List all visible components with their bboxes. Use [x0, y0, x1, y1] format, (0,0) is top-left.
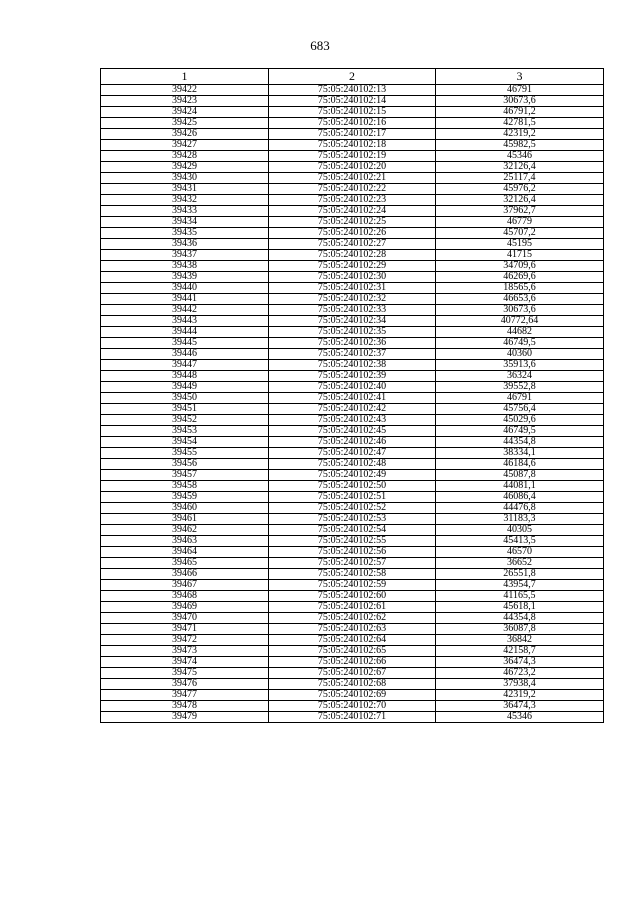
value-cell: 31183,3: [436, 514, 604, 525]
row-number-cell: 39462: [101, 525, 269, 536]
value-cell: 41165,5: [436, 591, 604, 602]
row-number-cell: 39461: [101, 514, 269, 525]
table-row: [101, 613, 604, 624]
value-cell: 36842: [436, 635, 604, 646]
column-header-3: 3: [436, 69, 604, 85]
value-cell: 44354,8: [436, 613, 604, 624]
value-cell: 45756,4: [436, 404, 604, 415]
row-number-cell: 39432: [101, 195, 269, 206]
row-number-cell: 39475: [101, 668, 269, 679]
data-table: [100, 68, 604, 723]
cadastral-number-cell: 75:05:240102:51: [269, 492, 436, 503]
value-cell: 44682: [436, 327, 604, 338]
row-number-cell: 39435: [101, 228, 269, 239]
table-row: [101, 470, 604, 481]
cadastral-number-cell: 75:05:240102:32: [269, 294, 436, 305]
value-cell: 45087,8: [436, 470, 604, 481]
cadastral-number-cell: 75:05:240102:43: [269, 415, 436, 426]
row-number-cell: 39445: [101, 338, 269, 349]
table-header: [101, 69, 604, 85]
page-number: 683: [310, 38, 330, 53]
table-row: [101, 525, 604, 536]
row-number-cell: 39460: [101, 503, 269, 514]
row-number-cell: 39453: [101, 426, 269, 437]
cadastral-number-cell: 75:05:240102:42: [269, 404, 436, 415]
table-row: [101, 459, 604, 470]
table-row: [101, 668, 604, 679]
value-cell: 43954,7: [436, 580, 604, 591]
cadastral-number-cell: 75:05:240102:47: [269, 448, 436, 459]
value-cell: 40772,64: [436, 316, 604, 327]
cadastral-number-cell: 75:05:240102:38: [269, 360, 436, 371]
cadastral-number-cell: 75:05:240102:27: [269, 239, 436, 250]
cadastral-number-cell: 75:05:240102:58: [269, 569, 436, 580]
row-number-cell: 39430: [101, 173, 269, 184]
row-number-cell: 39441: [101, 294, 269, 305]
table-row: [101, 338, 604, 349]
row-number-cell: 39477: [101, 690, 269, 701]
cadastral-number-cell: 75:05:240102:71: [269, 712, 436, 723]
table-row: [101, 448, 604, 459]
cadastral-number-cell: 75:05:240102:46: [269, 437, 436, 448]
table-row: [101, 228, 604, 239]
cadastral-number-cell: 75:05:240102:33: [269, 305, 436, 316]
table-body: [101, 85, 604, 723]
table-row: [101, 151, 604, 162]
table-row: [101, 415, 604, 426]
cadastral-number-cell: 75:05:240102:68: [269, 679, 436, 690]
value-cell: 37938,4: [436, 679, 604, 690]
row-number-cell: 39450: [101, 393, 269, 404]
cadastral-number-cell: 75:05:240102:36: [269, 338, 436, 349]
row-number-cell: 39478: [101, 701, 269, 712]
row-number-cell: 39458: [101, 481, 269, 492]
value-cell: 40360: [436, 349, 604, 360]
row-number-cell: 39439: [101, 272, 269, 283]
cadastral-number-cell: 75:05:240102:65: [269, 646, 436, 657]
row-number-cell: 39471: [101, 624, 269, 635]
table-row: [101, 602, 604, 613]
cadastral-number-cell: 75:05:240102:30: [269, 272, 436, 283]
cadastral-number-cell: 75:05:240102:14: [269, 96, 436, 107]
value-cell: 46749,5: [436, 426, 604, 437]
value-cell: 46269,6: [436, 272, 604, 283]
row-number-cell: 39455: [101, 448, 269, 459]
cadastral-number-cell: 75:05:240102:18: [269, 140, 436, 151]
cadastral-number-cell: 75:05:240102:69: [269, 690, 436, 701]
value-cell: 30673,6: [436, 96, 604, 107]
cadastral-number-cell: 75:05:240102:49: [269, 470, 436, 481]
table-row: [101, 239, 604, 250]
cadastral-number-cell: 75:05:240102:62: [269, 613, 436, 624]
row-number-cell: 39428: [101, 151, 269, 162]
table-row: [101, 250, 604, 261]
table-row: [101, 371, 604, 382]
cadastral-number-cell: 75:05:240102:60: [269, 591, 436, 602]
row-number-cell: 39438: [101, 261, 269, 272]
table-row: [101, 514, 604, 525]
row-number-cell: 39424: [101, 107, 269, 118]
cadastral-number-cell: 75:05:240102:66: [269, 657, 436, 668]
table-header-row: [101, 69, 604, 85]
value-cell: 46570: [436, 547, 604, 558]
row-number-cell: 39463: [101, 536, 269, 547]
cadastral-number-cell: 75:05:240102:40: [269, 382, 436, 393]
row-number-cell: 39447: [101, 360, 269, 371]
value-cell: 46791: [436, 393, 604, 404]
row-number-cell: 39464: [101, 547, 269, 558]
value-cell: 45346: [436, 151, 604, 162]
value-cell: 45976,2: [436, 184, 604, 195]
row-number-cell: 39425: [101, 118, 269, 129]
value-cell: 45346: [436, 712, 604, 723]
row-number-cell: 39468: [101, 591, 269, 602]
value-cell: 36324: [436, 371, 604, 382]
table-row: [101, 283, 604, 294]
row-number-cell: 39479: [101, 712, 269, 723]
cadastral-number-cell: 75:05:240102:70: [269, 701, 436, 712]
table-row: [101, 305, 604, 316]
column-header-1: 1: [101, 69, 269, 85]
value-cell: 46723,2: [436, 668, 604, 679]
cadastral-number-cell: 75:05:240102:26: [269, 228, 436, 239]
cadastral-number-cell: 75:05:240102:61: [269, 602, 436, 613]
value-cell: 42319,2: [436, 690, 604, 701]
value-cell: 46779: [436, 217, 604, 228]
value-cell: 41715: [436, 250, 604, 261]
row-number-cell: 39474: [101, 657, 269, 668]
table-row: [101, 536, 604, 547]
table-row: [101, 591, 604, 602]
table-row: [101, 701, 604, 712]
value-cell: 46749,5: [436, 338, 604, 349]
table-row: [101, 316, 604, 327]
table-row: [101, 217, 604, 228]
row-number-cell: 39427: [101, 140, 269, 151]
value-cell: 45413,5: [436, 536, 604, 547]
cadastral-number-cell: 75:05:240102:50: [269, 481, 436, 492]
value-cell: 30673,6: [436, 305, 604, 316]
row-number-cell: 39469: [101, 602, 269, 613]
table-row: [101, 206, 604, 217]
cadastral-number-cell: 75:05:240102:52: [269, 503, 436, 514]
row-number-cell: 39446: [101, 349, 269, 360]
row-number-cell: 39470: [101, 613, 269, 624]
table-row: [101, 569, 604, 580]
row-number-cell: 39443: [101, 316, 269, 327]
table-row: [101, 360, 604, 371]
table-row: [101, 393, 604, 404]
table-row: [101, 195, 604, 206]
value-cell: 44354,8: [436, 437, 604, 448]
value-cell: 45618,1: [436, 602, 604, 613]
cadastral-number-cell: 75:05:240102:19: [269, 151, 436, 162]
table-row: [101, 547, 604, 558]
row-number-cell: 39473: [101, 646, 269, 657]
cadastral-number-cell: 75:05:240102:31: [269, 283, 436, 294]
table-row: [101, 580, 604, 591]
table-row: [101, 327, 604, 338]
cadastral-number-cell: 75:05:240102:13: [269, 85, 436, 96]
row-number-cell: 39448: [101, 371, 269, 382]
table-row: [101, 85, 604, 96]
table-row: [101, 404, 604, 415]
table-row: [101, 184, 604, 195]
cadastral-number-cell: 75:05:240102:22: [269, 184, 436, 195]
cadastral-number-cell: 75:05:240102:41: [269, 393, 436, 404]
cadastral-number-cell: 75:05:240102:37: [269, 349, 436, 360]
table-row: [101, 481, 604, 492]
cadastral-number-cell: 75:05:240102:17: [269, 129, 436, 140]
cadastral-number-cell: 75:05:240102:34: [269, 316, 436, 327]
table-row: [101, 382, 604, 393]
row-number-cell: 39467: [101, 580, 269, 591]
table-row: [101, 712, 604, 723]
table-row: [101, 173, 604, 184]
table-row: [101, 690, 604, 701]
value-cell: 45982,5: [436, 140, 604, 151]
row-number-cell: 39451: [101, 404, 269, 415]
table-row: [101, 426, 604, 437]
value-cell: 36087,8: [436, 624, 604, 635]
value-cell: 36652: [436, 558, 604, 569]
row-number-cell: 39442: [101, 305, 269, 316]
row-number-cell: 39466: [101, 569, 269, 580]
row-number-cell: 39434: [101, 217, 269, 228]
value-cell: 46653,6: [436, 294, 604, 305]
row-number-cell: 39422: [101, 85, 269, 96]
table-row: [101, 107, 604, 118]
table-row: [101, 129, 604, 140]
cadastral-number-cell: 75:05:240102:56: [269, 547, 436, 558]
value-cell: 37962,7: [436, 206, 604, 217]
row-number-cell: 39456: [101, 459, 269, 470]
row-number-cell: 39433: [101, 206, 269, 217]
value-cell: 42158,7: [436, 646, 604, 657]
value-cell: 46791,2: [436, 107, 604, 118]
value-cell: 42319,2: [436, 129, 604, 140]
table-row: [101, 679, 604, 690]
row-number-cell: 39457: [101, 470, 269, 481]
row-number-cell: 39429: [101, 162, 269, 173]
table-row: [101, 635, 604, 646]
row-number-cell: 39426: [101, 129, 269, 140]
table-row: [101, 657, 604, 668]
row-number-cell: 39444: [101, 327, 269, 338]
table-row: [101, 349, 604, 360]
value-cell: 44476,8: [436, 503, 604, 514]
value-cell: 26551,8: [436, 569, 604, 580]
cadastral-number-cell: 75:05:240102:28: [269, 250, 436, 261]
row-number-cell: 39436: [101, 239, 269, 250]
table-row: [101, 272, 604, 283]
table-row: [101, 118, 604, 129]
cadastral-number-cell: 75:05:240102:35: [269, 327, 436, 338]
row-number-cell: 39465: [101, 558, 269, 569]
row-number-cell: 39431: [101, 184, 269, 195]
value-cell: 18565,6: [436, 283, 604, 294]
table-row: [101, 503, 604, 514]
table-row: [101, 162, 604, 173]
row-number-cell: 39449: [101, 382, 269, 393]
cadastral-number-cell: 75:05:240102:29: [269, 261, 436, 272]
cadastral-number-cell: 75:05:240102:67: [269, 668, 436, 679]
value-cell: 46184,6: [436, 459, 604, 470]
value-cell: 36474,3: [436, 701, 604, 712]
table-row: [101, 646, 604, 657]
table-row: [101, 492, 604, 503]
table-row: [101, 261, 604, 272]
cadastral-number-cell: 75:05:240102:57: [269, 558, 436, 569]
cadastral-number-cell: 75:05:240102:53: [269, 514, 436, 525]
row-number-cell: 39423: [101, 96, 269, 107]
value-cell: 36474,3: [436, 657, 604, 668]
table-row: [101, 624, 604, 635]
value-cell: 32126,4: [436, 195, 604, 206]
value-cell: 44081,1: [436, 481, 604, 492]
cadastral-number-cell: 75:05:240102:20: [269, 162, 436, 173]
value-cell: 46086,4: [436, 492, 604, 503]
row-number-cell: 39472: [101, 635, 269, 646]
cadastral-number-cell: 75:05:240102:55: [269, 536, 436, 547]
cadastral-number-cell: 75:05:240102:39: [269, 371, 436, 382]
cadastral-number-cell: 75:05:240102:23: [269, 195, 436, 206]
cadastral-number-cell: 75:05:240102:25: [269, 217, 436, 228]
value-cell: 40305: [436, 525, 604, 536]
cadastral-number-cell: 75:05:240102:64: [269, 635, 436, 646]
cadastral-number-cell: 75:05:240102:16: [269, 118, 436, 129]
cadastral-number-cell: 75:05:240102:48: [269, 459, 436, 470]
row-number-cell: 39454: [101, 437, 269, 448]
table-row: [101, 437, 604, 448]
value-cell: 35913,6: [436, 360, 604, 371]
cadastral-number-cell: 75:05:240102:59: [269, 580, 436, 591]
value-cell: 42781,5: [436, 118, 604, 129]
cadastral-number-cell: 75:05:240102:21: [269, 173, 436, 184]
row-number-cell: 39440: [101, 283, 269, 294]
cadastral-number-cell: 75:05:240102:45: [269, 426, 436, 437]
table-row: [101, 558, 604, 569]
value-cell: 25117,4: [436, 173, 604, 184]
value-cell: 46791: [436, 85, 604, 96]
row-number-cell: 39459: [101, 492, 269, 503]
value-cell: 39552,8: [436, 382, 604, 393]
row-number-cell: 39437: [101, 250, 269, 261]
value-cell: 45029,6: [436, 415, 604, 426]
row-number-cell: 39452: [101, 415, 269, 426]
cadastral-number-cell: 75:05:240102:24: [269, 206, 436, 217]
row-number-cell: 39476: [101, 679, 269, 690]
table-row: [101, 294, 604, 305]
cadastral-number-cell: 75:05:240102:15: [269, 107, 436, 118]
value-cell: 38334,1: [436, 448, 604, 459]
cadastral-number-cell: 75:05:240102:63: [269, 624, 436, 635]
table-row: [101, 140, 604, 151]
value-cell: 34709,6: [436, 261, 604, 272]
value-cell: 32126,4: [436, 162, 604, 173]
cadastral-number-cell: 75:05:240102:54: [269, 525, 436, 536]
column-header-2: 2: [269, 69, 436, 85]
value-cell: 45195: [436, 239, 604, 250]
value-cell: 45707,2: [436, 228, 604, 239]
table-row: [101, 96, 604, 107]
